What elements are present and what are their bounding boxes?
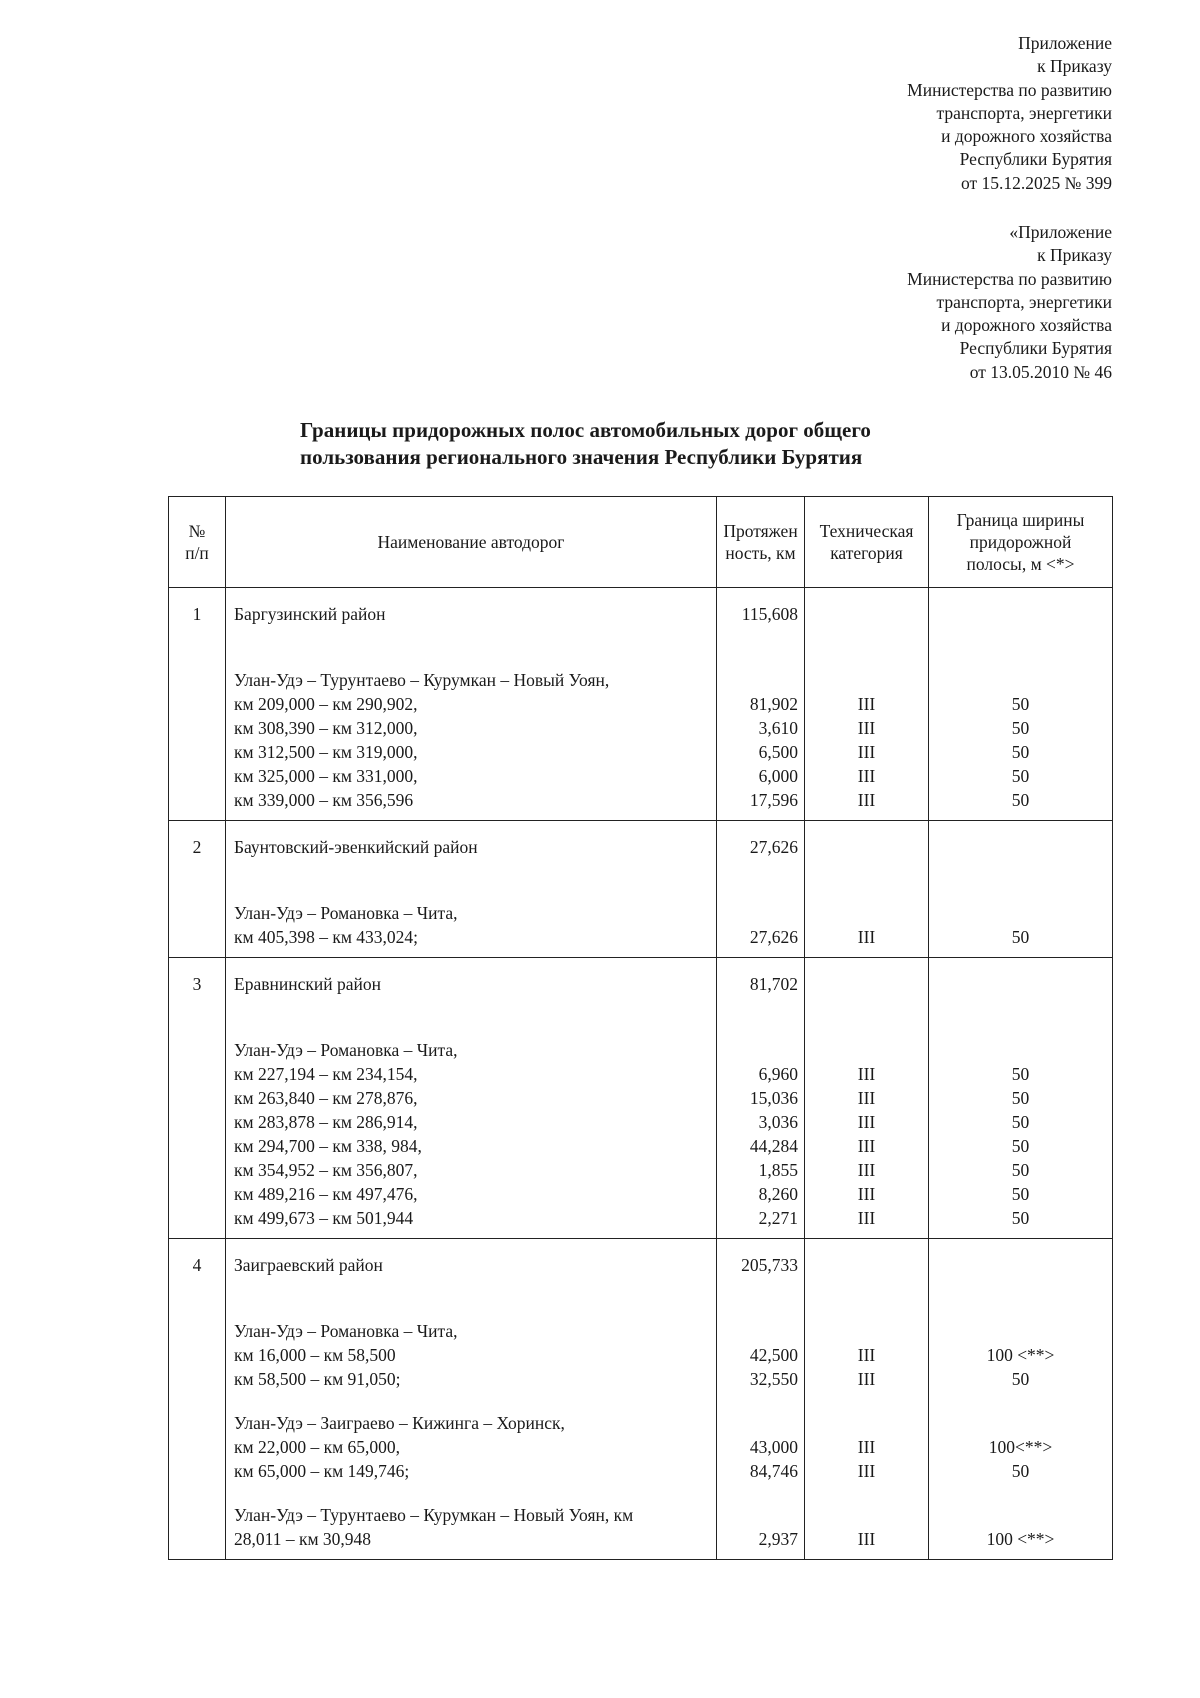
spacer	[933, 901, 1108, 925]
width-cell	[929, 1239, 1113, 1560]
header-line: к Приказу	[1037, 56, 1112, 77]
segment-category: III	[857, 766, 876, 786]
spacer	[933, 1503, 1108, 1527]
road-name: Улан-Удэ – Романовка – Чита,	[234, 903, 458, 923]
header-line: от 13.05.2010 № 46	[969, 361, 1112, 382]
spacer	[721, 626, 798, 668]
spacer	[933, 972, 1108, 996]
row-number-cell	[169, 958, 226, 1239]
segment-length: 17,596	[749, 790, 798, 810]
spacer	[933, 602, 1108, 626]
segment-length: 3,036	[758, 1112, 798, 1132]
length-cell	[717, 1239, 805, 1560]
segment-category: III	[857, 1160, 876, 1180]
segment-width: 50	[1011, 1136, 1030, 1156]
district-total-length: 81,702	[749, 974, 798, 994]
spacer	[809, 996, 924, 1038]
segment-width: 100 <**>	[986, 1529, 1055, 1549]
spacer	[721, 996, 798, 1038]
table-row	[169, 958, 1113, 1239]
segment-width: 50	[1011, 927, 1030, 947]
header-line: Министерства по развитию	[907, 79, 1112, 100]
segment-category: III	[857, 742, 876, 762]
segment-range: км 489,216 – км 497,476,	[234, 1184, 418, 1204]
road-name: Улан-Удэ – Турунтаево – Курумкан – Новый Уоян,	[234, 670, 610, 690]
segment-range: км 65,000 – км 149,746;	[234, 1461, 410, 1481]
road-name-cell	[226, 1239, 717, 1560]
district-name: Еравнинский район	[234, 974, 381, 994]
col-header-category	[805, 497, 929, 588]
header-line: к Приказу	[1037, 245, 1112, 266]
spacer	[809, 972, 924, 996]
district-total-length: 115,608	[741, 604, 798, 624]
spacer	[809, 668, 924, 692]
segment-category: III	[857, 1369, 876, 1389]
segment-category: III	[857, 1208, 876, 1228]
table-row	[169, 1239, 1113, 1560]
width-cell	[929, 588, 1113, 821]
spacer	[933, 996, 1108, 1038]
header-line: и дорожного хозяйства	[941, 315, 1112, 336]
row-number-cell	[169, 821, 226, 958]
col-header-line: ность, км	[725, 543, 796, 563]
spacer	[721, 1319, 798, 1343]
spacer	[721, 1483, 798, 1503]
col-header-name	[226, 497, 717, 588]
spacer	[933, 626, 1108, 668]
table-row	[169, 821, 1113, 958]
segment-range: км 405,398 – км 433,024;	[234, 927, 419, 947]
width-cell	[929, 821, 1113, 958]
row-number: 3	[192, 974, 202, 994]
spacer	[721, 668, 798, 692]
category-cell	[805, 958, 929, 1239]
col-header-width	[929, 497, 1113, 588]
spacer	[933, 1277, 1108, 1319]
length-cell	[717, 958, 805, 1239]
segment-length: 15,036	[749, 1088, 798, 1108]
spacer	[721, 1391, 798, 1411]
segment-length: 27,626	[749, 927, 798, 947]
width-cell	[929, 958, 1113, 1239]
segment-length: 8,260	[758, 1184, 798, 1204]
segment-length: 44,284	[749, 1136, 798, 1156]
district-name: Баргузинский район	[234, 604, 386, 624]
road-name-cell	[226, 588, 717, 821]
spacer	[721, 1038, 798, 1062]
spacer	[809, 859, 924, 901]
title-line: пользования регионального значения Республики Бурятия	[300, 445, 863, 469]
table-body	[169, 588, 1113, 1560]
segment-range: км 325,000 – км 331,000,	[234, 766, 418, 786]
segment-length: 1,855	[758, 1160, 798, 1180]
segment-width: 50	[1011, 1184, 1030, 1204]
segment-range: км 22,000 – км 65,000,	[234, 1437, 401, 1457]
segment-range: км 312,500 – км 319,000,	[234, 742, 418, 762]
district-name: Баунтовский-эвенкийский район	[234, 837, 478, 857]
spacer	[721, 859, 798, 901]
segment-category: III	[857, 1088, 876, 1108]
spacer	[933, 1319, 1108, 1343]
segment-width: 50	[1011, 1088, 1030, 1108]
row-number: 2	[192, 837, 202, 857]
segment-category: III	[857, 1136, 876, 1156]
spacer	[809, 1277, 924, 1319]
segment-length: 3,610	[758, 718, 798, 738]
segment-width: 50	[1011, 1461, 1030, 1481]
segment-category: III	[857, 1529, 876, 1549]
segment-length: 84,746	[749, 1461, 798, 1481]
spacer	[234, 626, 708, 668]
segment-category: III	[857, 927, 876, 947]
col-header-num	[169, 497, 226, 588]
segment-range: км 263,840 – км 278,876,	[234, 1088, 418, 1108]
spacer	[721, 1411, 798, 1435]
segment-length: 42,500	[749, 1345, 798, 1365]
segment-width: 50	[1011, 1064, 1030, 1084]
col-header-line: придорожной	[969, 532, 1072, 552]
segment-category: III	[857, 790, 876, 810]
segment-length: 6,000	[758, 766, 798, 786]
segment-width: 50	[1011, 1112, 1030, 1132]
segment-range: км 283,878 – км 286,914,	[234, 1112, 418, 1132]
segment-range: км 209,000 – км 290,902,	[234, 694, 418, 714]
spacer	[809, 835, 924, 859]
segment-category: III	[857, 1184, 876, 1204]
col-header-line: Наименование автодорог	[377, 532, 565, 552]
appendix-header-old	[907, 221, 1112, 384]
spacer	[933, 1483, 1108, 1503]
segment-width: 50	[1011, 694, 1030, 714]
title-line: Границы придорожных полос автомобильных дорог общего	[300, 418, 871, 442]
segment-width: 100 <**>	[986, 1345, 1055, 1365]
spacer	[234, 996, 708, 1038]
spacer	[234, 1483, 708, 1503]
table-row	[169, 588, 1113, 821]
segment-width: 50	[1011, 1369, 1030, 1389]
row-number: 1	[192, 604, 202, 624]
segment-length: 32,550	[749, 1369, 798, 1389]
segment-range: км 58,500 – км 91,050;	[234, 1369, 401, 1389]
district-name: Заиграевский район	[234, 1255, 383, 1275]
col-header-line: Граница ширины	[956, 510, 1085, 530]
spacer	[809, 1391, 924, 1411]
segment-category: III	[857, 1461, 876, 1481]
road-name-cell	[226, 958, 717, 1239]
segment-range: км 294,700 – км 338, 984,	[234, 1136, 422, 1156]
header-line: Министерства по развитию	[907, 268, 1112, 289]
spacer	[809, 1483, 924, 1503]
header-line: от 15.12.2025 № 399	[961, 172, 1112, 193]
spacer	[933, 1038, 1108, 1062]
spacer	[234, 859, 708, 901]
col-header-line: категория	[830, 543, 903, 563]
road-name: Улан-Удэ – Романовка – Чита,	[234, 1040, 458, 1060]
spacer	[809, 1253, 924, 1277]
segment-width: 50	[1011, 718, 1030, 738]
segment-category: III	[857, 718, 876, 738]
spacer	[933, 668, 1108, 692]
segment-length: 2,937	[758, 1529, 798, 1549]
spacer	[933, 835, 1108, 859]
spacer	[809, 1503, 924, 1527]
category-cell	[805, 1239, 929, 1560]
table-header	[169, 497, 1113, 588]
col-header-line: Протяжен	[723, 521, 798, 541]
spacer	[809, 1411, 924, 1435]
roadside-strips-table	[168, 496, 1113, 1560]
segment-width: 100<**>	[988, 1437, 1053, 1457]
spacer	[933, 1391, 1108, 1411]
segment-category: III	[857, 1112, 876, 1132]
segment-length: 81,902	[749, 694, 798, 714]
header-line: транспорта, энергетики	[936, 291, 1112, 312]
row-number-cell	[169, 1239, 226, 1560]
road-name: Улан-Удэ – Заиграево – Кижинга – Хоринск,	[234, 1413, 565, 1433]
district-total-length: 205,733	[741, 1255, 798, 1275]
category-cell	[805, 821, 929, 958]
spacer	[721, 901, 798, 925]
segment-range: 28,011 – км 30,948	[234, 1529, 372, 1549]
spacer	[721, 1503, 798, 1527]
spacer	[933, 859, 1108, 901]
header-line: Республики Бурятия	[959, 149, 1112, 170]
segment-width: 50	[1011, 766, 1030, 786]
segment-length: 2,271	[758, 1208, 798, 1228]
segment-length: 43,000	[749, 1437, 798, 1457]
category-cell	[805, 588, 929, 821]
segment-range: км 499,673 – км 501,944	[234, 1208, 414, 1228]
header-line: Приложение	[1018, 33, 1112, 53]
segment-category: III	[857, 694, 876, 714]
header-line: «Приложение	[1009, 222, 1112, 242]
header-line: Республики Бурятия	[959, 338, 1112, 359]
col-header-line: п/п	[185, 543, 209, 563]
segment-range: км 16,000 – км 58,500	[234, 1345, 396, 1365]
road-name: Улан-Удэ – Турунтаево – Курумкан – Новый Уоян, км	[234, 1505, 634, 1525]
row-number: 4	[192, 1255, 202, 1275]
col-header-length	[717, 497, 805, 588]
col-header-line: №	[188, 521, 206, 541]
spacer	[234, 1277, 708, 1319]
road-name-cell	[226, 821, 717, 958]
segment-category: III	[857, 1345, 876, 1365]
appendix-header-new	[907, 32, 1112, 195]
road-name: Улан-Удэ – Романовка – Чита,	[234, 1321, 458, 1341]
segment-width: 50	[1011, 790, 1030, 810]
spacer	[933, 1411, 1108, 1435]
segment-category: III	[857, 1064, 876, 1084]
segment-length: 6,960	[758, 1064, 798, 1084]
spacer	[933, 1253, 1108, 1277]
row-number-cell	[169, 588, 226, 821]
segment-width: 50	[1011, 1208, 1030, 1228]
spacer	[234, 1391, 708, 1411]
segment-range: км 308,390 – км 312,000,	[234, 718, 418, 738]
length-cell	[717, 821, 805, 958]
segment-range: км 227,194 – км 234,154,	[234, 1064, 418, 1084]
segment-length: 6,500	[758, 742, 798, 762]
segment-range: км 354,952 – км 356,807,	[234, 1160, 418, 1180]
spacer	[809, 1319, 924, 1343]
segment-category: III	[857, 1437, 876, 1457]
spacer	[721, 1277, 798, 1319]
length-cell	[717, 588, 805, 821]
document-title	[300, 417, 871, 471]
col-header-line: полосы, м <*>	[966, 554, 1075, 574]
col-header-line: Техническая	[819, 521, 914, 541]
spacer	[809, 602, 924, 626]
district-total-length: 27,626	[749, 837, 798, 857]
segment-range: км 339,000 – км 356,596	[234, 790, 414, 810]
spacer	[809, 626, 924, 668]
spacer	[809, 1038, 924, 1062]
header-line: и дорожного хозяйства	[941, 126, 1112, 147]
header-line: транспорта, энергетики	[936, 102, 1112, 123]
segment-width: 50	[1011, 742, 1030, 762]
spacer	[809, 901, 924, 925]
segment-width: 50	[1011, 1160, 1030, 1180]
